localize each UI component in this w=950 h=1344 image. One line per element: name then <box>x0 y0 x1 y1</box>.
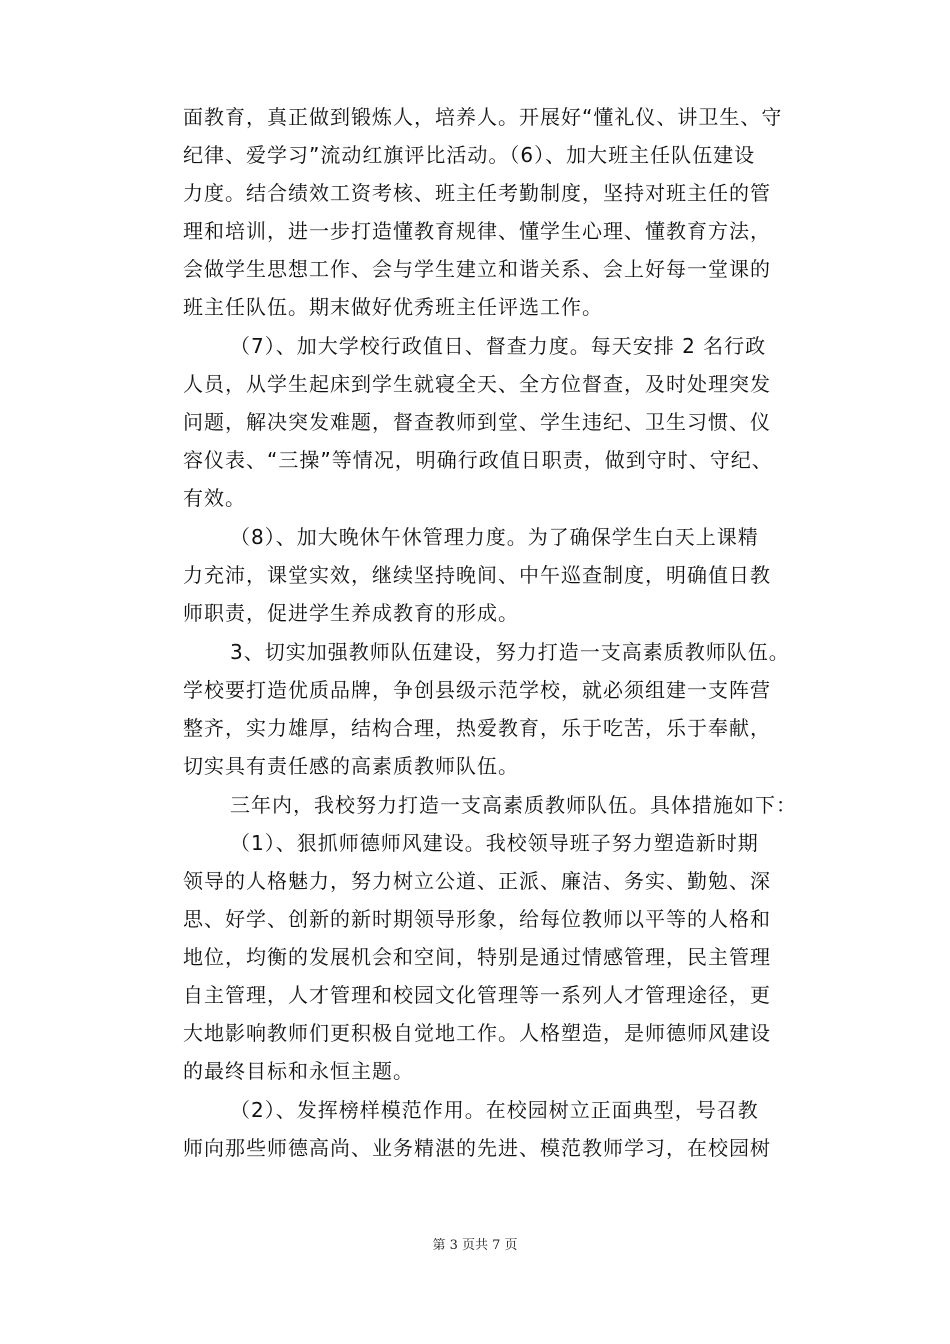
page-number-footer: 第 3 页共 7 页 <box>432 1238 518 1253</box>
body-text-line: 领导的人格魅力，努力树立公道、正派、廉洁、务实、勤勉、深 <box>183 869 771 893</box>
body-text-line: 自主管理，人才管理和校园文化管理等一系列人才管理途径，更 <box>183 983 771 1007</box>
body-text-line: 思、好学、创新的新时期领导形象，给每位教师以平等的人格和 <box>183 907 771 931</box>
body-text-line: 力充沛，课堂实效，继续坚持晚间、中午巡查制度，明确值日教 <box>183 563 771 587</box>
body-text-line: 师向那些师德高尚、业务精湛的先进、模范教师学习，在校园树 <box>183 1136 771 1160</box>
body-text-line: 大地影响教师们更积极自觉地工作。人格塑造，是师德师风建设 <box>183 1021 771 1045</box>
paragraph-start-line: （7）、加大学校行政值日、督查力度。每天安排 2 名行政 <box>230 334 767 358</box>
body-text-line: 有效。 <box>183 486 246 510</box>
body-text-line: 地位，均衡的发展机会和空间，特别是通过情感管理，民主管理 <box>183 945 771 969</box>
paragraph-start-line: （1）、狠抓师德师风建设。我校领导班子努力塑造新时期 <box>230 831 759 855</box>
body-text-line: 学校要打造优质品牌，争创县级示范学校，就必须组建一支阵营 <box>183 678 771 702</box>
body-text-line: 问题，解决突发难题，督查教师到堂、学生违纪、卫生习惯、仪 <box>183 410 771 434</box>
body-text-line: 理和培训，进一步打造懂教育规律、懂学生心理、懂教育方法， <box>183 219 771 243</box>
body-text-line: 面教育，真正做到锻炼人，培养人。开展好“懂礼仪、讲卫生、守 <box>183 105 783 129</box>
paragraph-start-line: （8）、加大晚休午休管理力度。为了确保学生白天上课精 <box>230 525 759 549</box>
body-text-line: 人员，从学生起床到学生就寝全天、全方位督查，及时处理突发 <box>183 372 771 396</box>
body-text-line: 容仪表、“三操”等情况，明确行政值日职责，做到守时、守纪、 <box>183 448 773 472</box>
body-text-line: 班主任队伍。期末做好优秀班主任评选工作。 <box>183 295 603 319</box>
paragraph-start-line: 3、切实加强教师队伍建设，努力打造一支高素质教师队伍。 <box>230 640 790 664</box>
paragraph-start-line: 三年内，我校努力打造一支高素质教师队伍。具体措施如下： <box>230 793 797 817</box>
paragraph-start-line: （2）、发挥榜样模范作用。在校园树立正面典型，号召教 <box>230 1098 759 1122</box>
body-text-line: 的最终目标和永恒主题。 <box>183 1059 414 1083</box>
body-text-line: 师职责，促进学生养成教育的形成。 <box>183 601 519 625</box>
body-text-line: 纪律、爱学习”流动红旗评比活动。（6）、加大班主任队伍建设 <box>183 143 756 167</box>
body-text-line: 整齐，实力雄厚，结构合理，热爱教育，乐于吃苦，乐于奉献， <box>183 716 771 740</box>
body-text-line: 会做学生思想工作、会与学生建立和谐关系、会上好每一堂课的 <box>183 257 771 281</box>
body-text-line: 力度。结合绩效工资考核、班主任考勤制度，坚持对班主任的管 <box>183 181 771 205</box>
body-text-line: 切实具有责任感的高素质教师队伍。 <box>183 754 519 778</box>
